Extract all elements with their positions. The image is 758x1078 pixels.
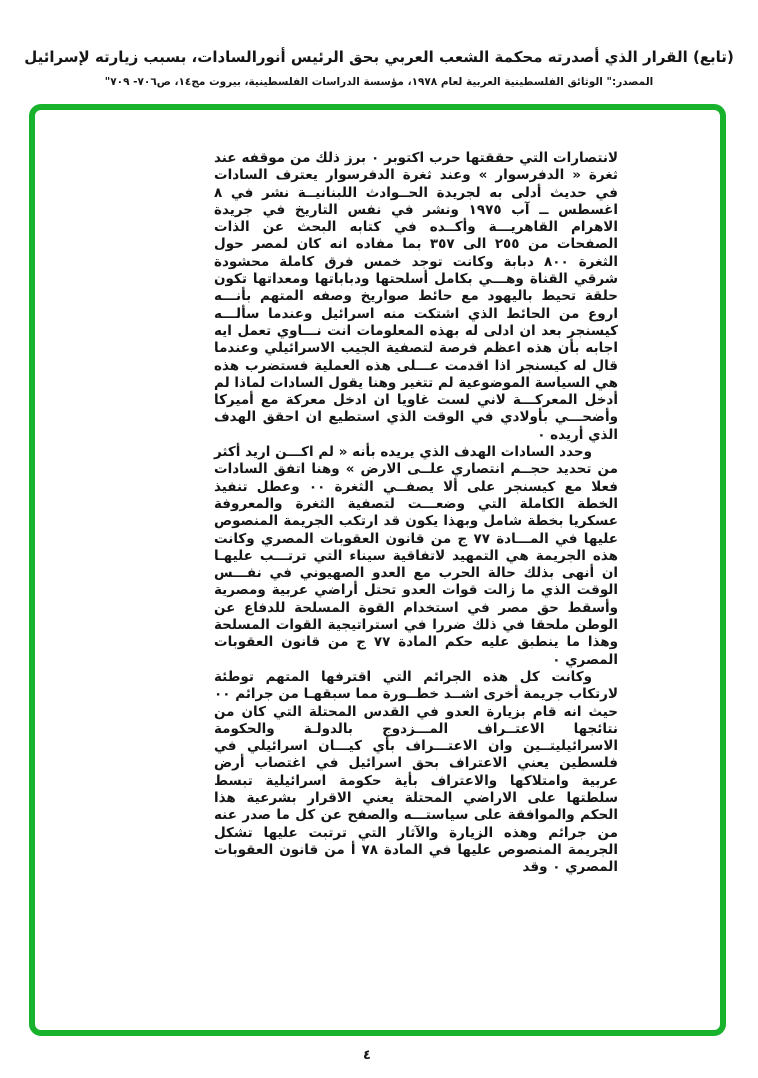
paragraph-3: وكانت كل هذه الجرائم التي اقترفها المتهم توطئة لارتكاب جريمة أخرى اشــد خطــورة مما سبقهـا من جرائم ٠٠ حيث انه قام بزيارة العدو في القدس المحتلة التي كان من نتائجها الاعتــراف المـــزدوج بالدولـة والحكومة الاسرائيليتــين وان الاعتـــراف بأي كيـــان اسرائيلي في فلسطين يعني الاعتراف بحق اسرائيل في اغتصاب أرض عربية وامتلاكها والاعتراف بأية حكومة اسرائيلية تبسط سلطتها على الاراضي المحتلة يعني الاقرار بشرعية هذا الحكم والموافقة على سياستـــه والصفح عن كل ما صدر عنه من جرائم وهذه الزيارة والآثار التي ترتبت عليها تشكل الجريمة المنصوص عليها في المادة ٧٨ أ من قانون العقوبات المصري ٠ وقد — [214, 668, 618, 876]
page-number: ٤ — [363, 1048, 371, 1063]
body-text — [214, 150, 618, 876]
page-title: (تابع) القرار الذي أصدرته محكمة الشعب العربي بحق الرئيس أنورالسادات، بسبب زيارته لإسرائيل — [24, 48, 734, 66]
paragraph-1: لانتصارات التي حققتها حرب اكتوبر ٠ برز ذلك من موقفه عند ثغرة « الدفرسوار » وعند ثغرة الدفرسوار يعترف السادات في حديث أدلى به لجريدة الحــوادث اللبنانيــة نشر في ٨ اغسطس ــ آب ١٩٧٥ ونشر في نفس التاريخ في جريدة الاهرام القاهريـــة وأكــده في كتابه البحث عن الذات الصفحات من ٢٥٥ الى ٣٥٧ بما مفاده انه كان لمصر حول الثغرة ٨٠٠ دبابة وكانت توجد خمس فرق كاملة محشودة شرقي القناة وهـــي بكامل أسلحتها ودباباتها ومعداتها تكون حلقة تحيط باليهود مع حائط صواريخ وصفه المتهم بأنـــه اروع من الحائط الذي اشتكت منه اسرائيل وعندما سألـــه كيسنجر بعد ان ادلى له بهذه المعلومات انت نـــاوي تعمل ايه اجابه بأن هذه اعظم فرصة لتصفية الجيب الاسرائيلي وعندما قال له كيسنجر اذا اقدمت عـــلى هذه العملية فستضرب هذه هي السياسة الموضوعية لم تتغير وهنا يقول السادات لماذا لم أدخل المعركـــة لاني لست غاويا ان ادخل معركة مع أميركا وأضحـــي بأولادي في الوقت الذي استطيع ان احقق الهدف الذي أريده ٠ — [214, 150, 618, 443]
paragraph-2: وحدد السادات الهدف الذي يريده بأنه « لم اكـــن اريد أكثر من تحديد حجــم انتصاري علــى الارض » وهنا اتفق السادات فعلا مع كيسنجر على ألا يصفــي الثغرة ٠٠ وعطل تنفيذ الخطة الكاملة التي وضعـــت لتصفية الثغرة والمعروفة عسكريا بخطة شامل وبهذا يكون قد ارتكب الجريمة المنصوص عليها في المـــادة ٧٧ ج من قانون العقوبات المصري وكانت هذه الجريمة هي التمهيد لاتفاقية سيناء التي ترتـــب عليهـا ان أنهى بذلك حالة الحرب مع العدو الصهيوني في نفـــس الوقت الذي ما زالت قوات العدو تحتل أراضي عربية ومصرية وأسقط حق مصر في استخدام القوة المسلحة للدفاع عن الوطن ملحقا في ذلك ضررا في استراتيجية القوات المسلحة وهذا ما ينطبق عليه حكم المادة ٧٧ ج من قانون العقوبات المصري ٠ — [214, 444, 618, 668]
source-citation: المصدر:" الوثائق الفلسطينية العربية لعام ١٩٧٨، مؤسسة الدراسات الفلسطينية، بيروت مج١٤، ص٧٠٦- ٧٠٩" — [104, 76, 654, 88]
